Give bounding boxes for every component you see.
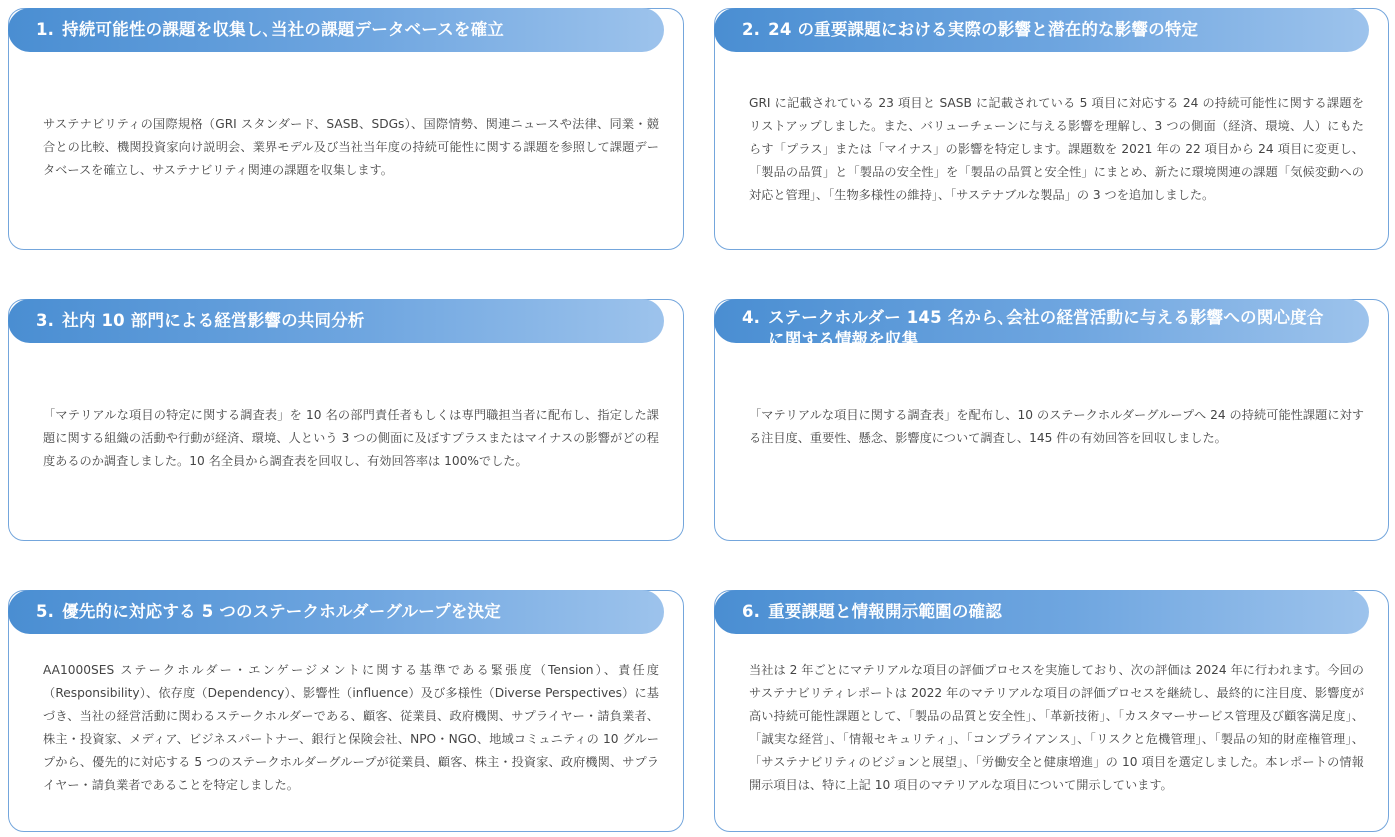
step-title: ステークホルダー 145 名から､会社の経営活動に与える影響への関心度合に関する情報を収集	[768, 308, 1324, 349]
step-card-5	[8, 590, 684, 832]
step-card-2	[714, 8, 1389, 250]
step-number: 5.	[36, 602, 55, 621]
step-title: 24 の重要課題における実際の影響と潜在的な影響の特定	[768, 20, 1199, 39]
step-description: 「マテリアルな項目に関する調査表」を配布し、10 のステークホルダーグループへ 24 の持続可能性課題に対する注目度、重要性、懸念、影響度について調査し、145 件の有効回答を回収しました。	[749, 408, 1364, 445]
step-header-3	[8, 299, 664, 343]
step-title: 重要課題と情報開示範圍の確認	[768, 602, 1002, 621]
step-number: 3.	[36, 311, 55, 330]
step-number: 1.	[36, 20, 55, 39]
step-header-4	[714, 299, 1369, 349]
step-description: 「マテリアルな項目の特定に関する調査表」を 10 名の部門責任者もしくは専門職担当者に配布し、指定した課題に関する組織の活動や行動が経済、環境、人という 3 つの側面に及ぼすプラスまたはマイナスの影響がどの程度あるのか調査しました。10 名全員から調査表を回収し、有効回答率は 100%でした。	[43, 408, 659, 468]
step-title: 持続可能性の課題を収集し､当社の課題データベースを確立	[62, 20, 504, 39]
step-description: サステナビリティの国際規格（GRI スタンダード、SASB、SDGs）、国際情勢、関連ニュースや法律、同業・競合との比較、機関投資家向け説明会、業界モデル及び当社当年度の持続可能性に関する課題を参照して課題データベースを確立し、サステナビリティ関連の課題を収集します。	[43, 117, 659, 177]
step-card-6	[714, 590, 1389, 832]
step-card-4	[714, 299, 1389, 541]
step-number: 4.	[742, 308, 761, 327]
step-description: 当社は 2 年ごとにマテリアルな項目の評価プロセスを実施しており、次の評価は 2024 年に行われます。今回のサステナビリティレポートは 2022 年のマテリアルな項目の評価プロセスを継続し、最終的に注目度、影響度が高い持続可能性課題として、「製品の品質と安全性」、「革新技術」、「カスタマーサービス管理及び顧客満足度」、「誠実な経営」、「情報セキュリティ」、「コンプライアンス」、「リスクと危機管理」、「製品の知的財産権管理」、「サステナビリティのビジョンと展望」、「労働安全と健康増進」の 10 項目を選定しました。本レポートの情報開示項目は、特に上記 10 項目のマテリアルな項目について開示しています。	[749, 663, 1364, 792]
step-header-6	[714, 590, 1369, 634]
step-description: GRI に記載されている 23 項目と SASB に記載されている 5 項目に対応する 24 の持続可能性に関する課題をリストアップしました。また、バリューチェーンに与える影響を理解し、3 つの側面（経済、環境、人）にもたらす「プラス」または「マイナス」の影響を特定します。課題数を 2021 年の 22 項目から 24 項目に変更し、「製品の品質」と「製品の安全性」を「製品の品質と安全性」にまとめ、新たに環境関連の課題「気候変動への対応と管理」、「生物多様性の維持」、「サステナブルな製品」の 3 つを追加しました。	[749, 96, 1364, 202]
step-header-5	[8, 590, 664, 634]
step-card-1	[8, 8, 684, 250]
step-title: 社内 10 部門による経営影響の共同分析	[62, 311, 365, 330]
step-description: AA1000SES ステークホルダー・エンゲージメントに関する基準である緊張度（Tension）、責任度（Responsibility）、依存度（Dependency）、影響性（influence）及び多様性（Diverse Perspectives）に基づき、当社の経営活動に関わるステークホルダーである、顧客、従業員、政府機関、サプライヤー・請負業者、株主・投資家、メディア、ビジネスパートナー、銀行と保険会社、NPO・NGO、地域コミュニティの 10 グループから、優先的に対応する 5 つのステークホルダーグループが従業員、顧客、株主・投資家、政府機関、サプライヤー・請負業者であることを特定しました。	[43, 663, 659, 792]
step-card-3	[8, 299, 684, 541]
step-header-2	[714, 8, 1369, 52]
step-title: 優先的に対応する 5 つのステークホルダーグループを決定	[62, 602, 501, 621]
step-header-1	[8, 8, 664, 52]
step-number: 2.	[742, 20, 761, 39]
step-number: 6.	[742, 602, 761, 621]
